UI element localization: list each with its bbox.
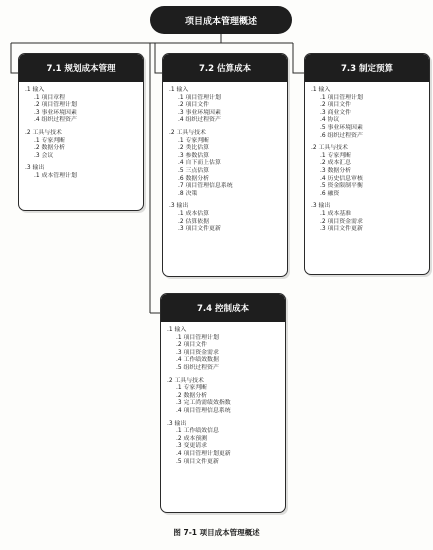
list-item: .6 融资	[320, 190, 340, 197]
group-title: .1 输入	[25, 87, 45, 93]
list-item: .6 组织过程资产	[320, 132, 363, 139]
process-group	[25, 87, 137, 125]
list-item: .2 项目文件	[176, 342, 208, 349]
group-title: .3 输出	[25, 165, 45, 172]
list-item: .1 项目管理计划	[176, 334, 219, 341]
panel-header	[305, 54, 429, 82]
panel-body	[305, 82, 429, 245]
process-panel-estimate-costs	[162, 53, 288, 277]
list-item: .1 专家判断	[34, 137, 66, 144]
connector-to-7-3	[293, 43, 304, 73]
list-item: .3 项目文件更新	[178, 226, 221, 233]
group-title: .2 工具与技术	[169, 129, 206, 136]
process-panel-control-costs	[160, 293, 286, 513]
list-item: .1 工作绩效信息	[176, 428, 219, 435]
list-item: .3 事业环境因素	[178, 109, 221, 116]
list-item: .1 成本估算	[178, 210, 210, 217]
panel-header	[19, 54, 143, 82]
list-item: .7 项目管理信息系统	[178, 183, 233, 190]
list-item: .4 自下而上估算	[178, 160, 221, 167]
group-title: .2 工具与技术	[311, 145, 348, 152]
figure-caption: 图 7-1 项目成本管理概述	[173, 528, 260, 537]
list-item: .2 类比估算	[178, 145, 210, 152]
panel-header	[161, 294, 285, 322]
list-item: .3 商业文件	[320, 109, 352, 116]
list-item: .3 事业环境因素	[34, 109, 77, 116]
list-item: .2 成本汇总	[320, 160, 352, 167]
panel-title: 7.1 规划成本管理	[46, 64, 116, 74]
list-item: .1 专家判断	[178, 137, 210, 144]
group-title: .3 输出	[167, 420, 187, 427]
list-item: .3 会议	[34, 152, 54, 159]
panel-body	[161, 322, 285, 477]
list-item: .3 数据分析	[320, 167, 352, 174]
group-title: .1 输入	[311, 87, 331, 93]
process-panel-plan-cost-management	[18, 53, 144, 211]
group-title: .1 输入	[167, 327, 187, 333]
list-item: .1 专家判断	[320, 152, 352, 159]
overview-title-box	[150, 6, 292, 34]
group-title: .1 输入	[169, 87, 189, 93]
process-group	[169, 87, 281, 125]
process-group	[25, 165, 137, 180]
list-item: .8 决策	[178, 190, 198, 197]
panel-title: 7.4 控制成本	[196, 304, 250, 314]
list-item: .1 成本管理计划	[34, 172, 77, 179]
panel-body	[19, 82, 143, 192]
process-group	[167, 421, 279, 467]
connector-to-7-2	[155, 43, 162, 73]
process-group	[167, 327, 279, 373]
list-item: .3 变更请求	[176, 443, 208, 450]
list-item: .5 资金限制平衡	[320, 183, 363, 190]
panel-title: 7.2 估算成本	[198, 64, 252, 74]
process-group	[169, 203, 281, 233]
list-item: .1 成本基准	[320, 210, 352, 217]
list-item: .1 专家判断	[176, 385, 208, 392]
group-title: .3 输出	[169, 203, 189, 210]
list-item: .2 数据分析	[34, 145, 66, 152]
process-group	[311, 145, 423, 198]
list-item: .1 项目管理计划	[320, 94, 363, 101]
list-item: .5 三点估算	[178, 167, 210, 174]
list-item: .2 项目文件	[320, 102, 352, 109]
list-item: .4 协议	[320, 117, 340, 124]
process-group	[167, 378, 279, 416]
process-group	[311, 87, 423, 140]
panel-title: 7.3 制定预算	[340, 64, 394, 74]
list-item: .2 项目文件	[178, 102, 210, 109]
list-item: .2 项目资金需求	[320, 218, 363, 225]
panel-header	[163, 54, 287, 82]
group-title: .2 工具与技术	[167, 377, 204, 384]
list-item: .3 项目文件更新	[320, 226, 363, 233]
list-item: .4 历史信息审核	[320, 175, 363, 182]
list-item: .6 数据分析	[178, 175, 210, 182]
list-item: .5 组织过程资产	[176, 364, 219, 371]
process-group	[25, 130, 137, 160]
process-group	[311, 203, 423, 233]
list-item: .5 事业环境因素	[320, 124, 363, 131]
group-title: .2 工具与技术	[25, 129, 62, 136]
process-panel-determine-budget	[304, 53, 430, 275]
list-item: .3 参数估算	[178, 152, 210, 159]
overview-title: 项目成本管理概述	[184, 16, 257, 27]
list-item: .1 项目管理计划	[178, 94, 221, 101]
connector-to-7-1	[11, 43, 18, 73]
list-item: .3 项目资金需求	[176, 349, 219, 356]
list-item: .4 组织过程资产	[34, 117, 77, 124]
list-item: .1 项目章程	[34, 94, 66, 101]
panel-body	[163, 82, 287, 245]
list-item: .2 项目管理计划	[34, 102, 77, 109]
list-item: .3 完工尚需绩效指数	[176, 400, 231, 407]
list-item: .4 组织过程资产	[178, 117, 221, 124]
list-item: .4 工作绩效数据	[176, 357, 219, 364]
list-item: .5 项目文件更新	[176, 458, 219, 465]
list-item: .2 数据分析	[176, 392, 208, 399]
list-item: .2 成本预测	[176, 435, 208, 442]
process-group	[169, 130, 281, 198]
list-item: .4 项目管理信息系统	[176, 407, 231, 414]
group-title: .3 输出	[311, 203, 331, 210]
list-item: .4 项目管理计划更新	[176, 450, 231, 457]
list-item: .2 估算依据	[178, 218, 210, 225]
